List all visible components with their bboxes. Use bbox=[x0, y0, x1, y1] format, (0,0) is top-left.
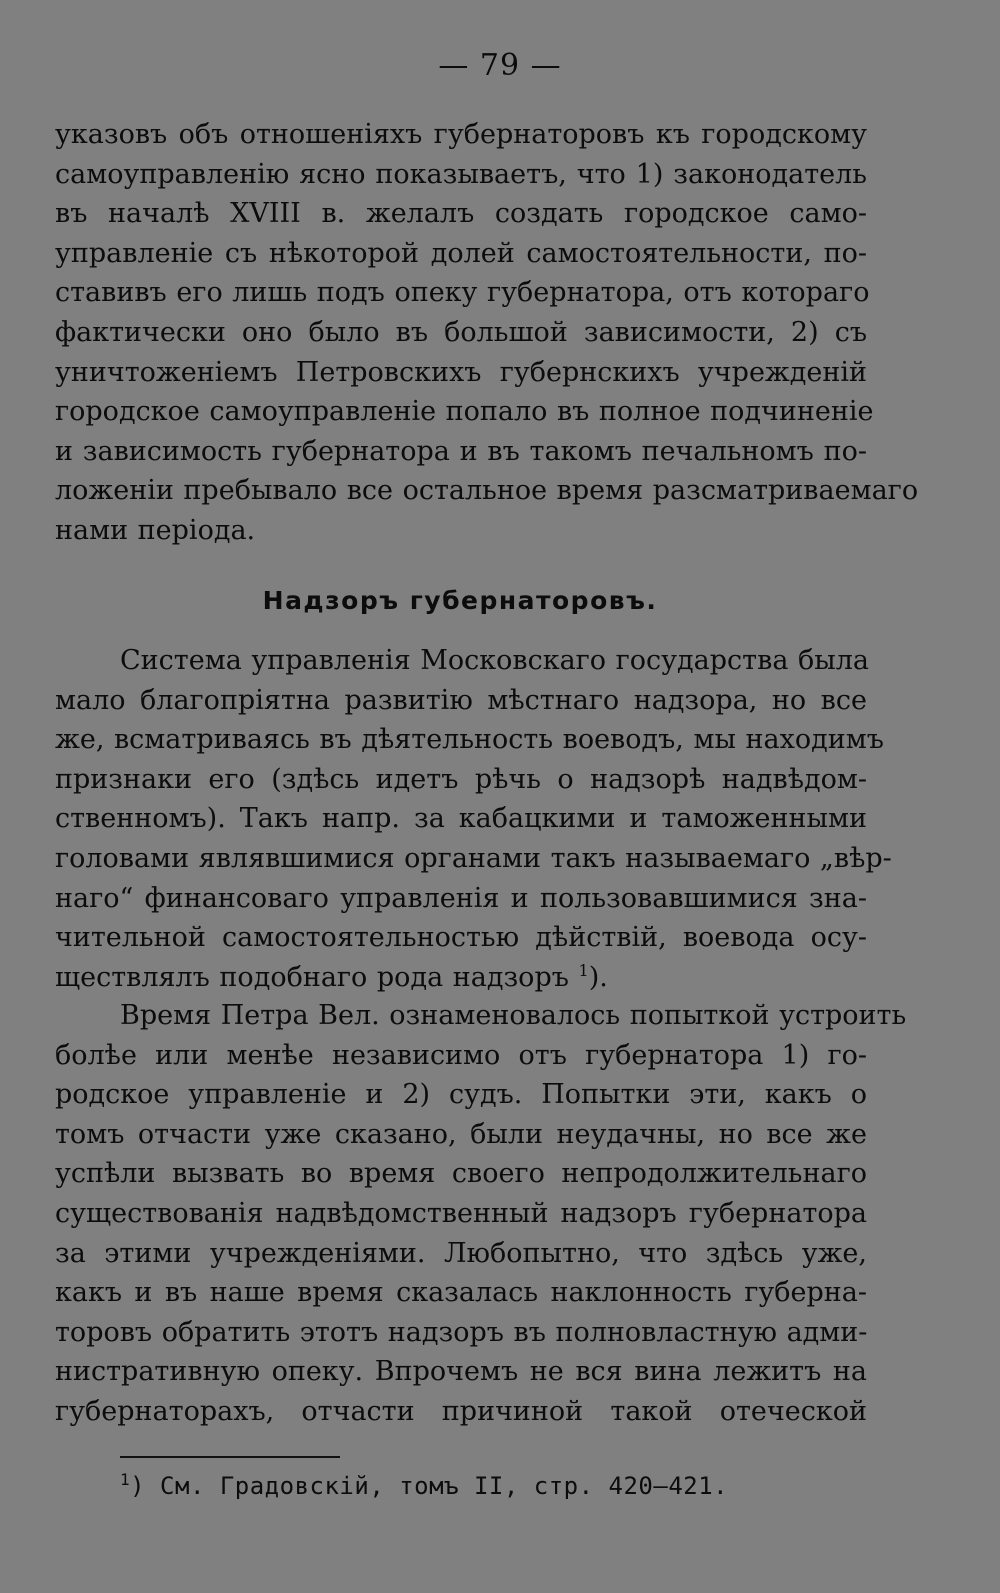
text-line: ложеніи пребывало все остальное время разсматриваемаго bbox=[55, 475, 919, 507]
text-line: родское управленіе и 2) судъ. Попытки эти, какъ о bbox=[55, 1079, 867, 1111]
text-line: чительной самостоятельностью дѣйствій, воевода осу- bbox=[55, 922, 867, 954]
text-line: успѣли вызвать во время своего непродолжительнаго bbox=[55, 1158, 867, 1190]
text-line: же, всматриваясь въ дѣятельность воеводъ, мы находимъ bbox=[55, 724, 884, 756]
paragraph-1 bbox=[55, 115, 919, 551]
text-line bbox=[55, 958, 867, 998]
text-line: уничтоженіемъ Петровскихъ губернскихъ учрежденій bbox=[55, 356, 867, 388]
text-line: управленіе съ нѣкоторой долей самостоятельности, по- bbox=[55, 237, 867, 269]
paragraph-2 bbox=[55, 641, 892, 997]
text-line: городское самоуправленіе попало въ полное подчиненіе bbox=[55, 396, 874, 428]
text-line: указовъ объ отношеніяхъ губернаторовъ къ городскому bbox=[55, 119, 867, 150]
text-line: признаки его (здѣсь идетъ рѣчь о надзорѣ надвѣдом- bbox=[55, 763, 867, 795]
text-line: мало благопріятна развитію мѣстнаго надзора, но все bbox=[55, 684, 867, 716]
footnote-text: ) См. Градовскій, томъ II, стр. 420—421. bbox=[130, 1472, 729, 1500]
section-heading: Надзоръ губернаторовъ. bbox=[262, 586, 658, 615]
text-line: въ началѣ XVIII в. желалъ создать городское само- bbox=[55, 198, 867, 230]
page-number: — 79 — bbox=[438, 48, 562, 83]
footnote-divider bbox=[120, 1456, 340, 1458]
footnote bbox=[120, 1472, 728, 1500]
text-line: наго“ финансоваго управленія и пользовавшимися зна- bbox=[55, 882, 867, 914]
text-line: Система управленія Московскаго государства была bbox=[120, 645, 869, 676]
text-line: головами являвшимися органами такъ называемаго „вѣр- bbox=[55, 842, 892, 874]
text-line: и зависимость губернатора и въ такомъ печальномъ по- bbox=[55, 435, 867, 467]
text-line: фактически оно было въ большой зависимости, 2) съ bbox=[55, 316, 867, 348]
text-line: томъ отчасти уже сказано, были неудачны, но все же bbox=[55, 1118, 867, 1150]
footnote-reference: 1 bbox=[578, 960, 589, 980]
text-fragment: ществлялъ подобнаго рода надзоръ bbox=[55, 961, 569, 993]
text-line: за этими учрежденіями. Любопытно, что здѣсь уже, bbox=[55, 1237, 867, 1269]
text-line: болѣе или менѣе независимо отъ губернатора 1) го- bbox=[55, 1039, 867, 1071]
text-line: нистративную опеку. Впрочемъ не вся вина лежитъ на bbox=[55, 1356, 867, 1388]
text-line: существованія надвѣдомственный надзоръ губернатора bbox=[55, 1197, 867, 1229]
footnote-mark: 1 bbox=[120, 1470, 131, 1489]
text-line: губернаторахъ, отчасти причиной такой отеческой bbox=[55, 1395, 867, 1427]
paragraph-3 bbox=[55, 996, 907, 1432]
text-line: нами періода. bbox=[55, 514, 256, 546]
text-line: самоуправленію ясно показываетъ, что 1) законодатель bbox=[55, 158, 867, 190]
text-line: ственномъ). Такъ напр. за кабацкими и таможенными bbox=[55, 803, 867, 835]
text-line: Время Петра Вел. ознаменовалось попыткой устроить bbox=[120, 1000, 907, 1031]
text-line: ставивъ его лишь подъ опеку губернатора, отъ котораго bbox=[55, 277, 870, 309]
text-line: торовъ обратить этотъ надзоръ въ полновластную адми- bbox=[55, 1316, 868, 1348]
text-fragment: ). bbox=[588, 961, 608, 993]
text-line: какъ и въ наше время сказалась наклонность губерна- bbox=[55, 1277, 867, 1309]
